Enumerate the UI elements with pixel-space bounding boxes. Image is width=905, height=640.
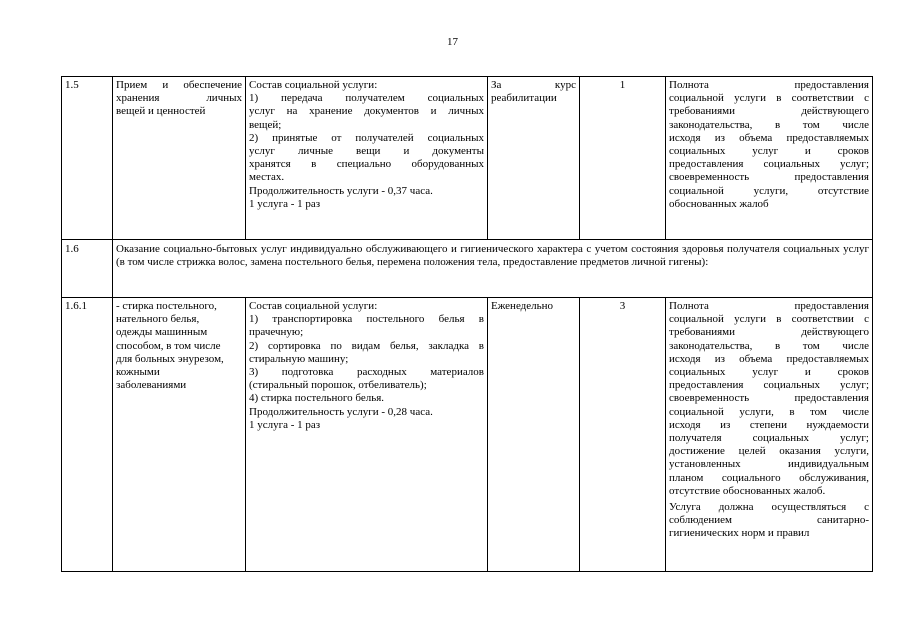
content-line: 1) транспортировка постельного белья в	[249, 313, 484, 326]
content-line: Продолжительность услуги - 0,37 часа.	[249, 184, 433, 197]
content-line: 2) принятые от получателей социальных	[249, 131, 484, 144]
services-table	[61, 76, 873, 572]
quality-note-line: соблюдением санитарно-	[669, 514, 869, 527]
table-row	[62, 240, 873, 298]
quality-line: Полнота предоставления	[669, 79, 869, 91]
quality-cell	[666, 298, 873, 572]
content-line: Продолжительность услуги - 0,28 часа.	[249, 405, 433, 418]
service-name-line: способом, в том числе	[116, 339, 221, 352]
service-name-cell	[113, 298, 246, 572]
quality-note-line: Услуга должна осуществляться с	[669, 501, 869, 514]
quality-line: исходя из степени нуждаемости	[669, 418, 869, 431]
content-line: 3) подготовка расходных материалов	[249, 366, 484, 379]
page-number: 17	[447, 36, 458, 48]
quality-line: требованиями действующего	[669, 326, 869, 339]
row-number: 1.6	[62, 240, 113, 298]
service-name-line: - стирка постельного,	[116, 300, 217, 312]
content-line: Состав социальной услуги:	[249, 300, 378, 312]
quality-line: обоснованных жалоб	[669, 197, 769, 210]
service-content-cell	[246, 298, 488, 572]
content-line: 1 услуга - 1 раз	[249, 418, 321, 431]
quality-line: законодательства, в том числе	[669, 118, 869, 131]
quality-line: социальных услуг и сроков	[669, 145, 869, 158]
quality-line: отсутствие обоснованных жалоб.	[669, 484, 826, 497]
quality-line: Полнота предоставления	[669, 300, 869, 312]
service-content-cell	[246, 77, 488, 240]
quality-line: планом социального обслуживания,	[669, 471, 869, 484]
content-line: вещей;	[249, 118, 282, 131]
service-name-line: вещей и ценностей	[116, 105, 206, 118]
content-line: 2) сортировка по видам белья, закладка в	[249, 339, 484, 352]
period-cell	[488, 77, 580, 240]
quality-line: своевременность предоставления	[669, 392, 869, 405]
service-name-cell	[113, 77, 246, 240]
quality-line: социальной услуги, в том числе	[669, 405, 869, 418]
quality-line: своевременность предоставления	[669, 171, 869, 184]
period-line: За курс	[491, 79, 576, 91]
quality-line: социальной услуги в соответствии с	[669, 313, 869, 326]
service-name-line: хранения личных	[116, 92, 242, 105]
service-name-line: нательного белья,	[116, 313, 200, 326]
content-line: стиральную машину;	[249, 352, 349, 365]
quality-line: социальной услуги, отсутствие	[669, 184, 869, 197]
quality-line: предоставления социальных услуг;	[669, 158, 869, 171]
period-line: реабилитации	[491, 92, 557, 105]
content-line: местах.	[249, 171, 285, 184]
quality-line: социальной услуги в соответствии с	[669, 92, 869, 105]
quality-line: исходя из объема предоставляемых	[669, 352, 869, 365]
count-cell: 3	[580, 298, 666, 572]
section-heading-cell: Оказание социально-бытовых услуг индивидуально обслуживающего и гигиенического характера с учетом состояния здоровья получателя социальных услуг (в том числе стрижка волос, замена постельного белья, перемена положения тела, предоставление предметов личной гигены):	[113, 240, 873, 298]
content-line: (стиральный порошок, отбеливатель);	[249, 379, 427, 392]
quality-line: законодательства, в том числе	[669, 339, 869, 352]
service-name-line: заболеваниями	[116, 379, 187, 392]
content-line: Состав социальной услуги:	[249, 79, 378, 91]
quality-note-line: гигиенических норм и правил	[669, 527, 810, 540]
content-line: услуг личные вещи и документы	[249, 145, 484, 158]
quality-line: достижение целей оказания услуги,	[669, 445, 869, 458]
period-cell	[488, 298, 580, 572]
service-name-line: Прием и обеспечение	[116, 79, 242, 91]
table-row	[62, 298, 873, 572]
quality-line: установленных индивидуальным	[669, 458, 869, 471]
content-line: 1 услуга - 1 раз	[249, 197, 321, 210]
quality-line: социальных услуг и сроков	[669, 366, 869, 379]
period-line: Еженедельно	[491, 300, 554, 312]
quality-cell	[666, 77, 873, 240]
service-name-line: кожными	[116, 366, 160, 379]
service-name-line: для больных энурезом,	[116, 352, 224, 365]
content-line: услуг на хранение документов и личных	[249, 105, 484, 118]
count-cell: 1	[580, 77, 666, 240]
quality-line: требованиями действующего	[669, 105, 869, 118]
row-number: 1.5	[62, 77, 113, 240]
quality-line: получателя социальных услуг;	[669, 432, 869, 445]
table-row	[62, 77, 873, 240]
content-line: хранятся в специально оборудованных	[249, 158, 484, 171]
quality-line: исходя из объема предоставляемых	[669, 131, 869, 144]
row-number: 1.6.1	[62, 298, 113, 572]
content-line: прачечную;	[249, 326, 304, 339]
content-line: 1) передача получателем социальных	[249, 92, 484, 105]
content-line: 4) стирка постельного белья.	[249, 392, 385, 405]
service-name-line: одежды машинным	[116, 326, 208, 339]
quality-line: предоставления социальных услуг;	[669, 379, 869, 392]
